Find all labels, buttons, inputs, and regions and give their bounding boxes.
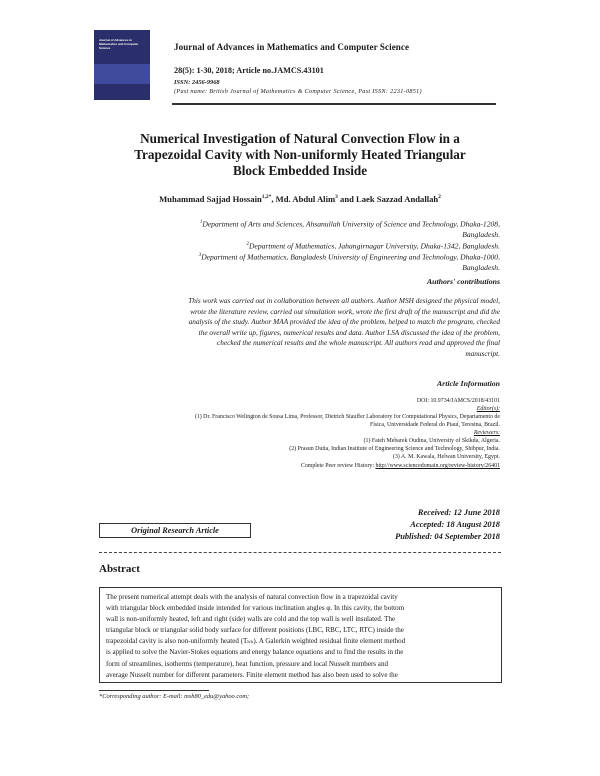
author-name: Muhammad Sajjad Hossain bbox=[159, 194, 262, 204]
abstract-heading: Abstract bbox=[99, 563, 140, 575]
abstract-line: trapezoidal cavity is also non-uniformly heated (Tₕₕ). A Galerkin weighted residual finite element method bbox=[106, 637, 406, 646]
reviewers-label: Reviewers: bbox=[473, 430, 500, 436]
journal-cover-image bbox=[94, 30, 150, 100]
aff-sup: 2 bbox=[246, 242, 250, 247]
received-date: Received: 12 June 2018 bbox=[417, 508, 500, 517]
author-name: and Laek Sazzad Andallah bbox=[337, 194, 439, 204]
contrib-line: wrote the literature review, carried out simulation work, wrote the first draft of the manuscript and did the bbox=[190, 306, 500, 316]
journal-past-name: (Past name: British Journal of Mathematics & Computer Science, Past ISSN: 2231-0851) bbox=[174, 88, 422, 95]
aff-text: Department of Mathematics, Bangladesh University of Engineering and Technology, Dhaka-1000, bbox=[201, 252, 500, 262]
author-sup: 2 bbox=[438, 194, 441, 201]
reviewer-line: (1) Fateh Mebarek Oudina, University of Skikda, Algeria. bbox=[363, 438, 500, 444]
abstract-line: is applied to solve the Navier-Stokes equations and energy balance equations and to find the results in the bbox=[106, 648, 404, 657]
abstract-line: with triangular block embedded inside intended for various inclination angles φ. In this cavity, the bottom bbox=[106, 604, 405, 613]
reviewer-line: (3) A. M. Kawala, Helwan University, Egypt. bbox=[392, 454, 500, 460]
contrib-line: checked the numerical results and the whole manuscript. All authors read and approved the final bbox=[217, 338, 500, 347]
reviewer-line: (2) Prasun Dutta, Indian Institute of Engineering Science and Technology, Shibpur, India. bbox=[289, 446, 500, 452]
abstract-line: The present numerical attempt deals with the analysis of natural convection flow in a trapezoidal cavity bbox=[106, 593, 398, 601]
aff-sup: 1 bbox=[199, 220, 203, 225]
aff-sup: 3 bbox=[198, 253, 202, 258]
accepted-date: Accepted: 18 August 2018 bbox=[410, 520, 500, 529]
journal-volume: 28(5): 1-30, 2018; Article no.JAMCS.43101 bbox=[174, 66, 324, 75]
published-date: Published: 04 September 2018 bbox=[395, 532, 500, 541]
article-type-badge: Original Research Article bbox=[99, 523, 251, 538]
review-history bbox=[100, 463, 500, 471]
article-info-heading: Article Information bbox=[436, 379, 500, 388]
header-divider bbox=[172, 103, 496, 105]
contrib-line: This work was carried out in collaboration between all authors. Author MSH designed the physical model, bbox=[188, 296, 500, 305]
contrib-line: analysis of the study. Author MAA provided the idea of the problem, helped to match the program, checked bbox=[188, 317, 500, 326]
aff-text: Department of Arts and Sciences, Ahsanullah University of Science and Technology, Dhaka-1208, bbox=[202, 219, 500, 229]
contributions-text bbox=[100, 296, 500, 359]
abstract-line: wall is non-uniformly heated, left and right (side) walls are cold and the top wall is well insulated. The bbox=[106, 615, 396, 624]
affiliation-3 bbox=[100, 251, 500, 274]
abstract-line: average Nusselt number for different parameters. Finite element method has also been used to solve the bbox=[106, 670, 398, 679]
paper-title bbox=[100, 131, 500, 180]
contributions-heading: Authors' contributions bbox=[426, 277, 500, 286]
journal-issn: ISSN: 2456-9968 bbox=[174, 79, 220, 86]
affiliation-1 bbox=[100, 218, 500, 241]
abstract-line: triangular block or triangular solid body surface for different positions (LBC, RBC, LTC, RTC) inside the bbox=[106, 626, 404, 635]
title-line: Trapezoidal Cavity with Non-uniformly Heated Triangular bbox=[134, 147, 466, 163]
review-history-link[interactable]: http://www.sciencedomain.org/review-history/26401 bbox=[375, 463, 500, 469]
author-name: , Md. Abdul Alim bbox=[271, 194, 336, 204]
journal-name: Journal of Advances in Mathematics and Computer Science bbox=[174, 42, 410, 52]
aff-text: Bangladesh. bbox=[462, 263, 500, 273]
contrib-line: the overall write up, figures, numerical results and data. Author LSA discussed the idea of the problem, bbox=[198, 327, 500, 337]
review-history-label: Complete Peer review History: bbox=[300, 463, 376, 469]
corresponding-author-footnote: *Corresponding author: E-mail: msh80_edu@yahoo.com; bbox=[99, 693, 250, 700]
author-sup: 3 bbox=[335, 194, 338, 201]
footnote-divider bbox=[99, 690, 209, 691]
doi: DOI: 10.9734/JAMCS/2018/43101 bbox=[416, 398, 500, 404]
editor-line: (1) Dr. Francisco Welington de Sousa Lima, Professor, Dietrich Stauffer Laboratory for Computational Physics, Departamento de bbox=[194, 414, 500, 420]
title-line: Numerical Investigation of Natural Convection Flow in a bbox=[140, 131, 460, 146]
abstract-box bbox=[99, 587, 502, 683]
author-sup: 1,2* bbox=[261, 194, 272, 201]
abstract-line: form of streamlines, isotherms (temperature), heat function, pressure and local Nusselt numbers and bbox=[106, 659, 388, 668]
abstract-text bbox=[106, 592, 497, 681]
contrib-line: manuscript. bbox=[465, 348, 500, 358]
editors-label: Editor(s): bbox=[476, 406, 500, 412]
cover-title: Journal of Advances in Mathematics and Computer Science bbox=[99, 38, 139, 50]
aff-text: Bangladesh. bbox=[462, 230, 500, 240]
title-line: Block Embedded Inside bbox=[232, 163, 368, 179]
author-list bbox=[100, 194, 500, 204]
aff-text: Department of Mathematics, Jahangirnagar University, Dhaka-1342, Bangladesh. bbox=[249, 241, 500, 251]
editor-line: Física, Universidade Federal do Piauí, Teresina, Brazil. bbox=[369, 422, 500, 428]
section-divider bbox=[99, 552, 501, 554]
